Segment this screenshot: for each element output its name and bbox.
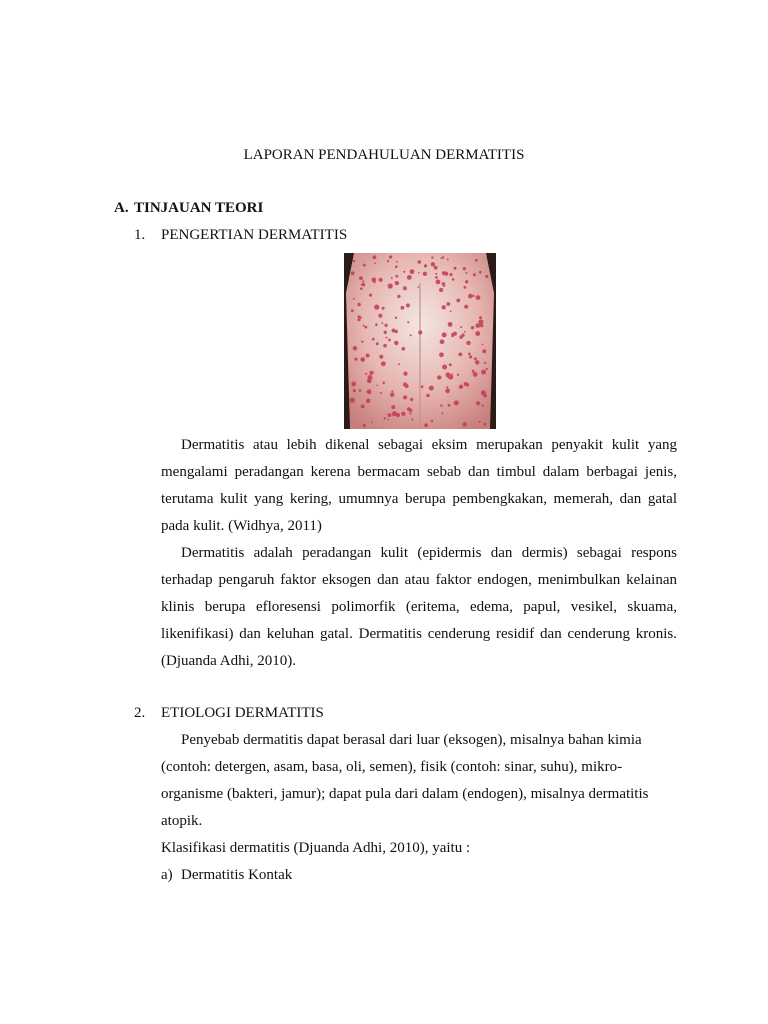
etiology-line-4: atopik. [161,813,203,829]
definition-paragraph-1: Dermatitis atau lebih dikenal sebagai eksim merupakan penyakit kulit yang mengalami peradangan kerena bermacam sebab dan timbul dalam berbagai jenis, terutama kulit yang kering, umumnya berupa pembengkakan, memerah, dan gatal pada kulit. (Widhya, 2011) [161,437,677,534]
subsection-2-label: ETIOLOGI DERMATITIS [161,705,324,721]
subsection-2-number: 2. [134,705,146,721]
dermatitis-back-illustration [344,253,496,429]
etiology-line-3: organisme (bakteri, jamur); dapat pula dari dalam (endogen), misalnya dermatitis [161,786,649,802]
dermatitis-back-photo [344,253,496,429]
etiology-line-2: (contoh: detergen, asam, basa, oli, semen), fisik (contoh: sinar, suhu), mikro- [161,759,623,775]
subsection-1-label: PENGERTIAN DERMATITIS [161,227,348,243]
section-a-heading [114,200,263,217]
definition-paragraph-2: Dermatitis adalah peradangan kulit (epidermis dan dermis) sebagai respons terhadap pengaruh faktor eksogen dan atau faktor endogen, menimbulkan kelainan klinis berupa efloresensi polimorfik (eritema, edema, papul, vesikel, skuama, likenifikasi) dan keluhan gatal. Dermatitis cenderung residif dan cenderung kronis. (Djuanda Adhi, 2010). [161,545,677,669]
list-item-a-marker: a) [161,867,173,883]
section-a-label: TINJAUAN TEORI [134,200,264,216]
list-item-a [161,867,292,884]
classification-line: Klasifikasi dermatitis (Djuanda Adhi, 2010), yaitu : [161,840,471,856]
etiology-line-1: Penyebab dermatitis dapat berasal dari luar (eksogen), misalnya bahan kimia [181,732,642,748]
subsection-2-heading [134,705,324,722]
subsection-1-number: 1. [134,227,146,243]
list-item-a-label: Dermatitis Kontak [181,867,293,883]
subsection-1-heading [134,227,347,244]
section-a-number: A. [114,200,129,216]
document-title: LAPORAN PENDAHULUAN DERMATITIS [243,147,525,163]
